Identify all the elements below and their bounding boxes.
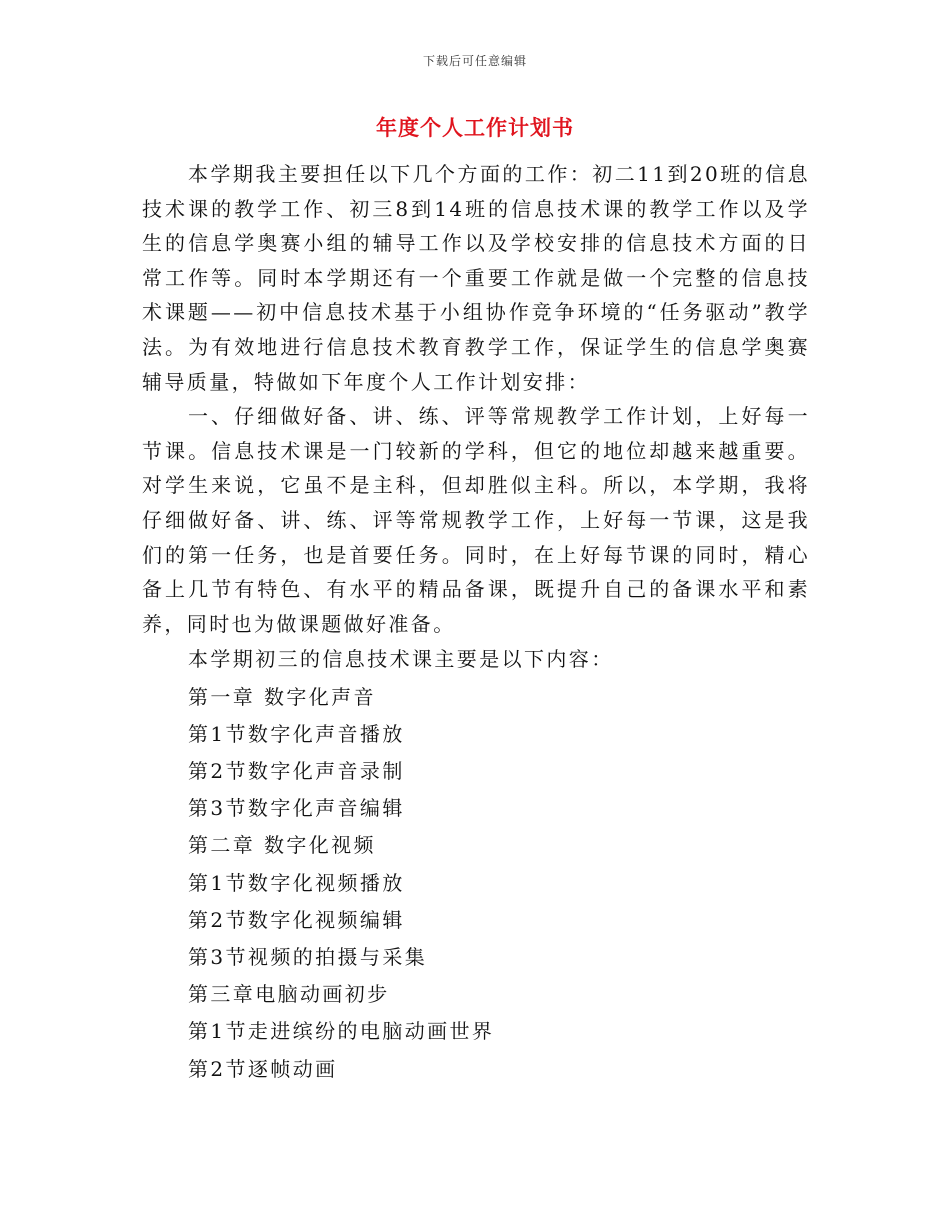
paragraph-section-one: 一、仔细做好备、讲、练、评等常规教学工作计划，上好每一节课。信息技术课是一门较新的学科，但它的地位却越来越重要。对学生来说，它虽不是主科，但却胜似主科。所以，本学期，我将仔细做好备、讲、练、评等常规教学工作，上好每一节课，这是我们的第一任务，也是首要任务。同时，在上好每节课的同时，精心备上几节有特色、有水平的精品备课，既提升自己的备课水平和素养，同时也为做课题做好准备。 — [142, 404, 810, 636]
course-outline — [142, 641, 810, 1087]
outline-item: 第1节走进缤纷的电脑动画世界 — [188, 1019, 495, 1044]
document-title: 年度个人工作计划书 — [376, 116, 574, 140]
outline-chapter-3: 第三章电脑动画初步 — [188, 982, 390, 1007]
paragraph-intro: 本学期我主要担任以下几个方面的工作：初二11到20班的信息技术课的教学工作、初三8到14班的信息技术课的教学工作以及学生的信息学奥赛小组的辅导工作以及学校安排的信息技术方面的日常工作等。同时本学期还有一个重要工作就是做一个完整的信息技术课题——初中信息技术基于小组协作竞争环境的“任务驱动”教学法。为有效地进行信息技术教育教学工作，保证学生的信息学奥赛辅导质量，特做如下年度个人工作计划安排： — [142, 162, 810, 394]
outline-item: 第1节数字化声音播放 — [188, 721, 405, 746]
outline-intro: 本学期初三的信息技术课主要是以下内容： — [188, 647, 614, 672]
outline-item: 第3节数字化声音编辑 — [188, 796, 405, 821]
outline-item: 第3节视频的拍摄与采集 — [188, 944, 428, 969]
outline-item: 第2节数字化声音录制 — [188, 758, 405, 783]
outline-chapter-1: 第一章 数字化声音 — [188, 684, 376, 709]
outline-item: 第1节数字化视频播放 — [188, 870, 405, 895]
outline-item: 第2节数字化视频编辑 — [188, 907, 405, 932]
outline-chapter-2: 第二章 数字化视频 — [188, 833, 376, 858]
outline-item: 第2节逐帧动画 — [188, 1056, 338, 1081]
header-note: 下载后可任意编辑 — [422, 54, 527, 68]
document-body — [142, 157, 810, 1088]
